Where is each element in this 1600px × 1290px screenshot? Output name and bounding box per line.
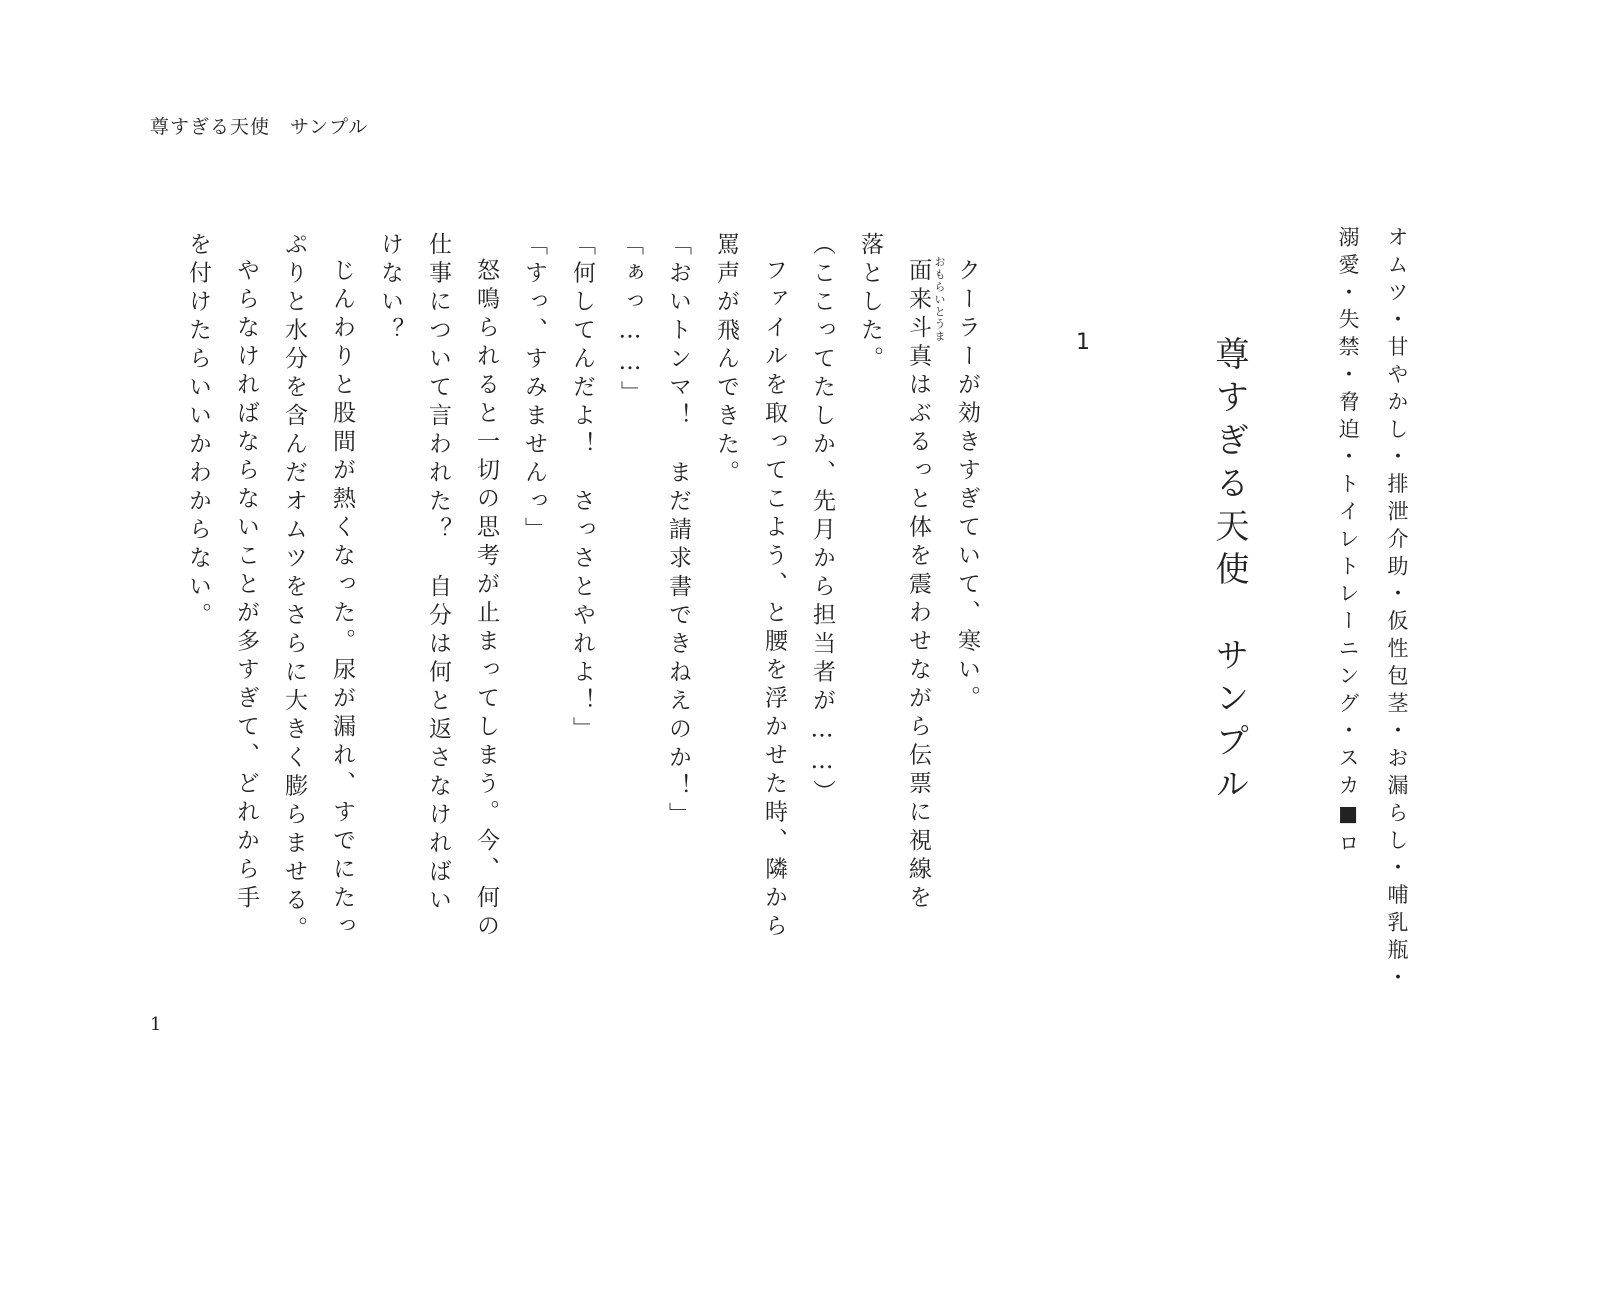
body-line-12: 仕事について言われた？ 自分は何と返さなければい — [425, 232, 451, 916]
footer-page-number: 1 — [150, 1014, 162, 1035]
book-title: 尊すぎる天使 サンプル — [1209, 336, 1249, 809]
body-line-13: けない？ — [377, 232, 403, 346]
body-line-6: 罵声が飛んできた。 — [713, 232, 739, 489]
body-line-7: 「おいトンマ！ まだ請求書できねえのか！」 — [665, 232, 691, 831]
chapter-number: 1 — [1076, 330, 1090, 355]
name-ruby-reading: おもらいとうま — [933, 256, 946, 343]
body-line-17: を付けたらいいかわからない。 — [185, 232, 211, 631]
body-line-10: 「すっ、すみませんっ」 — [521, 232, 547, 546]
body-line-15: ぷりと水分を含んだオムツをさらに大きく膨らませる。 — [281, 232, 307, 945]
body-line-16: やらなければならないことが多すぎて、どれから手 — [233, 258, 259, 914]
body-line-8: 「ぁっ……」 — [617, 232, 643, 409]
body-line-9: 「何してんだよ！ さっさとやれよ！」 — [569, 232, 595, 745]
body-line-4: （ここってたしか、先月から担当者が……） — [809, 232, 835, 808]
tags-line-1: オムツ・甘やかし・排泄介助・仮性包茎・お漏らし・哺乳瓶・ — [1385, 226, 1409, 994]
body-line-3: 落とした。 — [857, 232, 883, 375]
body-line-1: クーラーが効きすぎていて、寒い。 — [954, 258, 980, 714]
body-line-2: 面来斗真はぶるっと体を震わせながら伝票に視線を — [905, 258, 931, 914]
body-line-5: ファイルを取ってこよう、と腰を浮かせた時、隣から — [761, 258, 787, 942]
running-header: 尊すぎる天使 サンプル — [150, 116, 369, 138]
tags-line-2: 溺愛・失禁・脅迫・トイレトレーニング・スカ■ロ — [1336, 226, 1360, 860]
body-line-14: じんわりと股間が熱くなった。尿が漏れ、すでにたっ — [329, 258, 355, 942]
body-line-11: 怒鳴られると一切の思考が止まってしまう。今、何の — [473, 258, 499, 942]
